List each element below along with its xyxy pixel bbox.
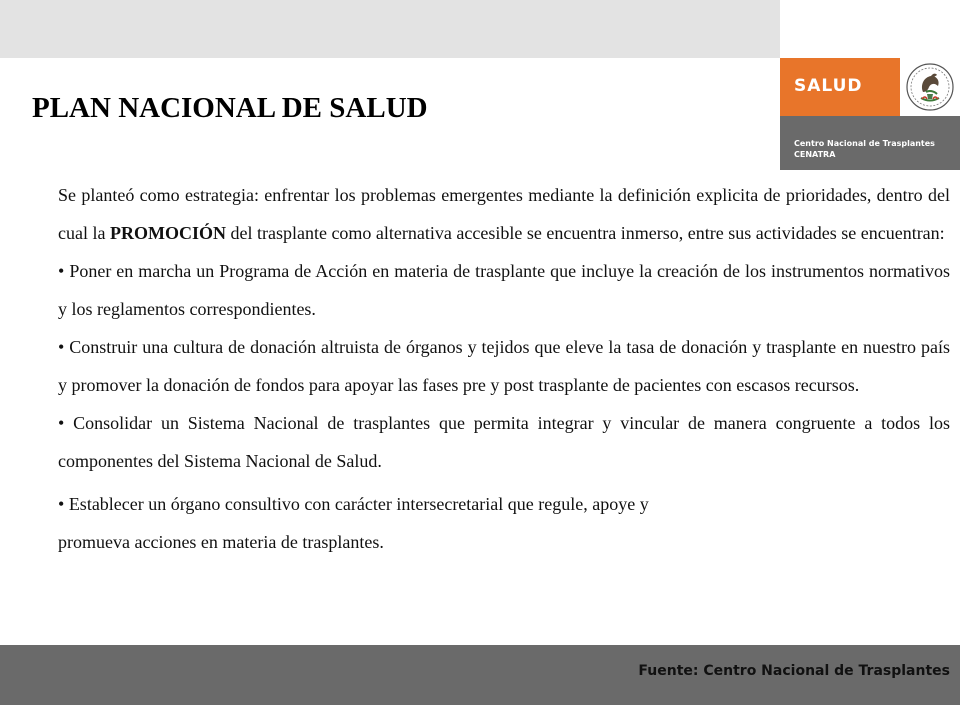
mexican-coat-of-arms-icon bbox=[904, 61, 956, 113]
intro-text-before: Se planteó como estrategia: enfrentar los problemas emergentes mediante la definición explicita de prioridades, dentro del cual la bbox=[58, 185, 950, 243]
footer-bar bbox=[0, 645, 960, 705]
bullet-item bbox=[58, 252, 950, 328]
bullet-text: Construir una cultura de donación altruista de órganos y tejidos que eleve la tasa de donación y trasplante en nuestro país y promover la donación de fondos para apoyar las fases pre y post trasplante de pacientes con escasos recursos. bbox=[58, 337, 950, 395]
intro-paragraph bbox=[58, 176, 950, 252]
slide-body bbox=[58, 176, 950, 561]
salud-brand-block bbox=[780, 58, 900, 116]
bullet-item bbox=[58, 328, 950, 404]
bullet-item bbox=[58, 485, 950, 561]
bullet-text: Poner en marcha un Programa de Acción en materia de trasplante que incluye la creación de los instrumentos normativos y los reglamentos correspondientes. bbox=[58, 261, 950, 319]
salud-brand-label: SALUD bbox=[794, 76, 863, 96]
intro-text-after: del trasplante como alternativa accesible se encuentra inmerso, entre sus actividades se encuentran: bbox=[225, 223, 945, 243]
bullet-symbol: • bbox=[58, 261, 65, 281]
closing-line: promueva acciones en materia de trasplantes. bbox=[58, 532, 384, 552]
footer-source: Fuente: Centro Nacional de Trasplantes bbox=[638, 663, 950, 679]
center-name-block bbox=[794, 138, 935, 160]
page-title: PLAN NACIONAL DE SALUD bbox=[32, 92, 428, 124]
bullet-symbol: • bbox=[58, 337, 65, 357]
center-name: Centro Nacional de Trasplantes bbox=[794, 139, 935, 148]
intro-emphasis: PROMOCIÓN bbox=[109, 223, 226, 243]
bullet-symbol: • bbox=[58, 494, 65, 514]
bullet-item bbox=[58, 404, 950, 480]
center-acronym: CENATRA bbox=[794, 150, 836, 159]
seal-container bbox=[900, 58, 960, 116]
bullet-text: Establecer un órgano consultivo con carácter intersecretarial que regule, apoye y bbox=[68, 494, 649, 514]
bullet-symbol: • bbox=[58, 413, 65, 433]
bullet-text: Consolidar un Sistema Nacional de trasplantes que permita integrar y vincular de manera congruente a todos los componentes del Sistema Nacional de Salud. bbox=[58, 413, 951, 471]
top-banner bbox=[0, 0, 780, 58]
center-info-block bbox=[780, 116, 960, 170]
